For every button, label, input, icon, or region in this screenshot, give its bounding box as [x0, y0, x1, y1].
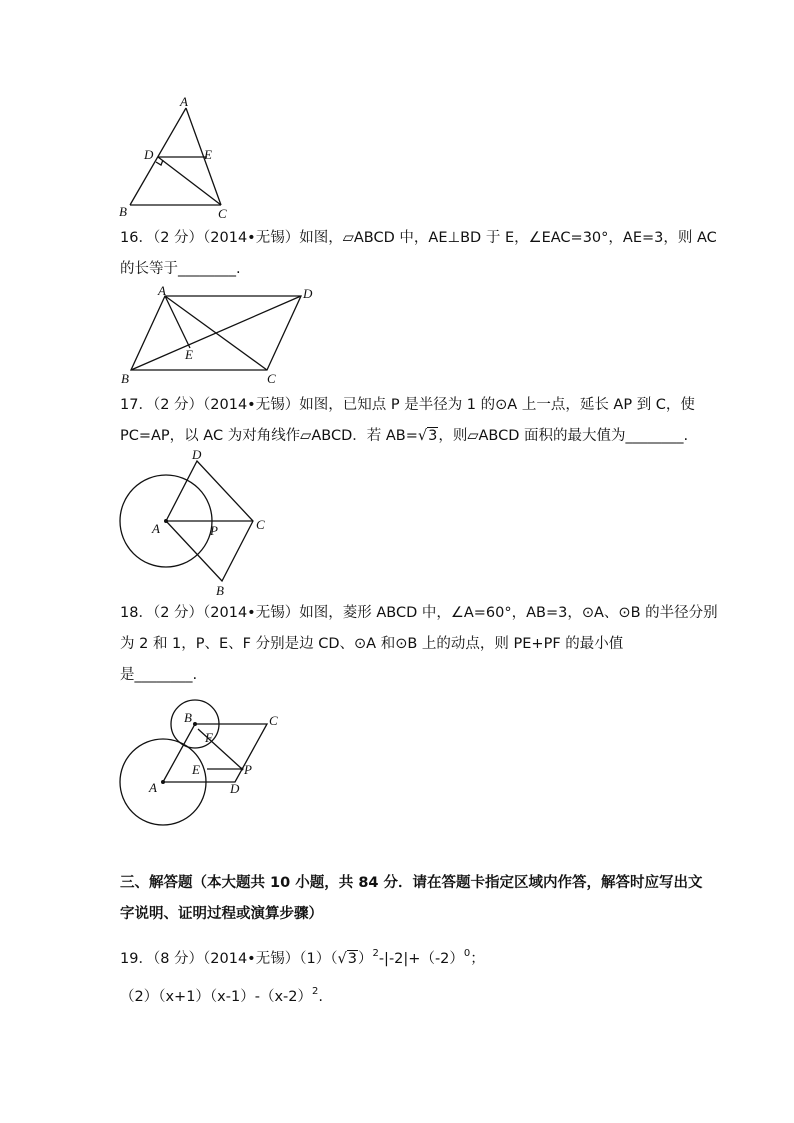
q19-line1-mid: -|-2|+（-2） [378, 951, 464, 967]
label-D: D [192, 447, 202, 462]
q17-line1: 17．（2 分）（2014•无锡）如图，已知点 P 是半径为 1 的⊙A 上一点，延长 AP 到 C，使 [120, 397, 695, 413]
exponent: 2 [372, 948, 379, 959]
label-A: A [149, 780, 157, 795]
q16-line2: 的长等于________. [120, 261, 241, 277]
q18-line2: 为 2 和 1，P、E、F 分别是边 CD、⊙A 和⊙B 上的动点，则 PE+PF 的最小值 [120, 636, 624, 652]
q19-line1-end: ； [470, 951, 485, 967]
q17-line2 [120, 426, 688, 446]
label-C: C [269, 713, 278, 728]
label-C: C [218, 206, 227, 220]
label-B: B [119, 204, 127, 219]
figure-q17-circle-parallelogram [110, 445, 280, 600]
label-E: E [204, 147, 212, 162]
q16-line1: 16．（2 分）（2014•无锡）如图，▱ABCD 中，AE⊥BD 于 E，∠EAC=30°，AE=3，则 AC [120, 230, 717, 246]
figure-q16-parallelogram [110, 282, 325, 390]
label-D: D [144, 147, 154, 162]
q19-line2 [120, 982, 323, 1007]
label-D: D [303, 286, 313, 301]
section3-line1: 三、解答题（本大题共 10 小题，共 84 分．请在答题卡指定区域内作答，解答时应写出文 [120, 875, 703, 891]
label-E: E [192, 762, 200, 777]
label-F: F [205, 730, 213, 745]
q19-line1-post: ） [357, 951, 373, 967]
q19-line1 [120, 944, 485, 969]
q19-line2-end: . [318, 989, 323, 1005]
q19-line2-pre: （2）（x+1）（x-1）-（x-2） [120, 989, 312, 1005]
label-C: C [256, 517, 265, 532]
exponent: 0 [463, 948, 471, 959]
q17-line2-post: ，则▱ABCD 面积的最大值为________. [438, 428, 689, 444]
sqrt-radicand: 3 [347, 951, 357, 967]
sqrt-symbol: √3 [337, 951, 357, 967]
q18-line3: 是________. [120, 667, 198, 683]
label-B: B [121, 371, 129, 386]
label-B: B [184, 710, 192, 725]
label-A: A [180, 95, 188, 109]
label-D: D [230, 781, 240, 796]
label-A: A [158, 283, 166, 298]
sqrt-radicand: 3 [428, 428, 438, 444]
q18-line1: 18．（2 分）（2014•无锡）如图，菱形 ABCD 中，∠A=60°，AB=3，⊙A、⊙B 的半径分别 [120, 605, 718, 621]
figure-q15-triangle [110, 95, 250, 220]
label-E: E [185, 347, 193, 362]
figure-q18-rhombus-circles [110, 697, 295, 829]
label-B: B [216, 583, 224, 598]
label-A: A [152, 521, 160, 536]
q17-line2-pre: PC=AP，以 AC 为对角线作▱ABCD．若 AB= [120, 428, 418, 444]
label-C: C [267, 371, 276, 386]
label-P: P [210, 523, 218, 538]
label-P: P [244, 762, 252, 777]
section3-line2: 字说明、证明过程或演算步骤） [120, 906, 323, 922]
sqrt-symbol: √3 [417, 428, 438, 444]
exponent: 2 [312, 986, 319, 997]
q19-line1-pre: 19．（8 分）（2014•无锡）（1）（ [120, 951, 338, 967]
